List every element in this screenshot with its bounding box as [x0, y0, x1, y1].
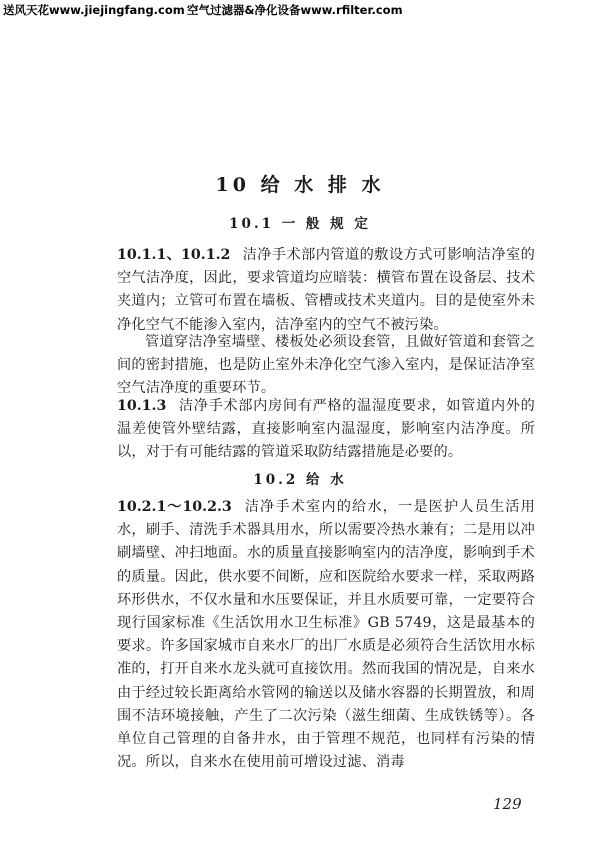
header-left-text: 送风天花www.jiejingfang.com — [3, 3, 185, 17]
paragraph-text: 洁净手术室内的给水，一是医护人员生活用水，刷手、清洗手术器具用水，所以需要冷热水兼有；二是用以冲刷墙壁、冲扫地面。水的质量直接影响室内的洁净度，影响到手术的质量。因此，供水要不间断，应和医院给水要求一样，采取两路环形供水，不仅水量和水压要保证，并且水质要可靠，一定要符合现行国家标准《生活饮用水卫生标准》GB 5749，这是最基本的要求。许多国家城市自来水厂的出厂水质是必须符合生活饮用水标准的，打开自来水龙头就可直接饮用。然而我国的情况是，自来水由于经过较长距离给水管网的输送以及储水容器的长期置放，和周围不洁环境接触，产生了二次污染（滋生细菌、生成铁锈等）。各单位自己管理的自备井水，由于管理不规范，也同样有污染的情况。所以，自来水在使用前可增设过滤、消毒 — [117, 499, 535, 771]
paragraph-10-1-3 — [117, 395, 535, 465]
clause-number: 10.1.3 — [117, 398, 167, 414]
paragraph-text: 洁净手术部内管道的敷设方式可影响洁净室的空气洁净度，因此，要求管道均应暗装：横管布置在设备层、技术夹道内；立管可布置在墙板、管槽或技术夹道内。目的是使室外未净化空气不能渗入室内，洁净室内的空气不被污染。 — [117, 247, 535, 333]
clause-number: 10.1.1、10.1.2 — [117, 247, 231, 263]
section-title-10-2: 10.2 给 水 — [253, 472, 347, 488]
paragraph-text: 洁净手术部内房间有严格的温湿度要求，如管道内外的温差使管外壁结露，直接影响室内温湿度，影响室内洁净度。所以，对于有可能结露的管道采取防结露措施是必要的。 — [117, 398, 535, 461]
chapter-title: 10 给 水 排 水 — [215, 174, 385, 196]
paragraph-10-2-1 — [117, 496, 535, 774]
paragraph-sleeve — [117, 331, 535, 401]
watermark-header — [0, 0, 600, 20]
clause-number: 10.2.1～10.2.3 — [117, 499, 232, 515]
header-right-text: 空气过滤器&净化设备www.rfilter.com — [187, 3, 403, 17]
paragraph-text: 管道穿洁净室墙壁、楼板处必须设套管，且做好管道和套管之间的密封措施，也是防止室外未净化空气渗入室内，是保证洁净室空气洁净度的重要环节。 — [117, 334, 535, 397]
paragraph-10-1-1 — [117, 244, 535, 337]
page-number: 129 — [493, 795, 522, 813]
section-title-10-1: 10.1 一 般 规 定 — [229, 216, 371, 232]
